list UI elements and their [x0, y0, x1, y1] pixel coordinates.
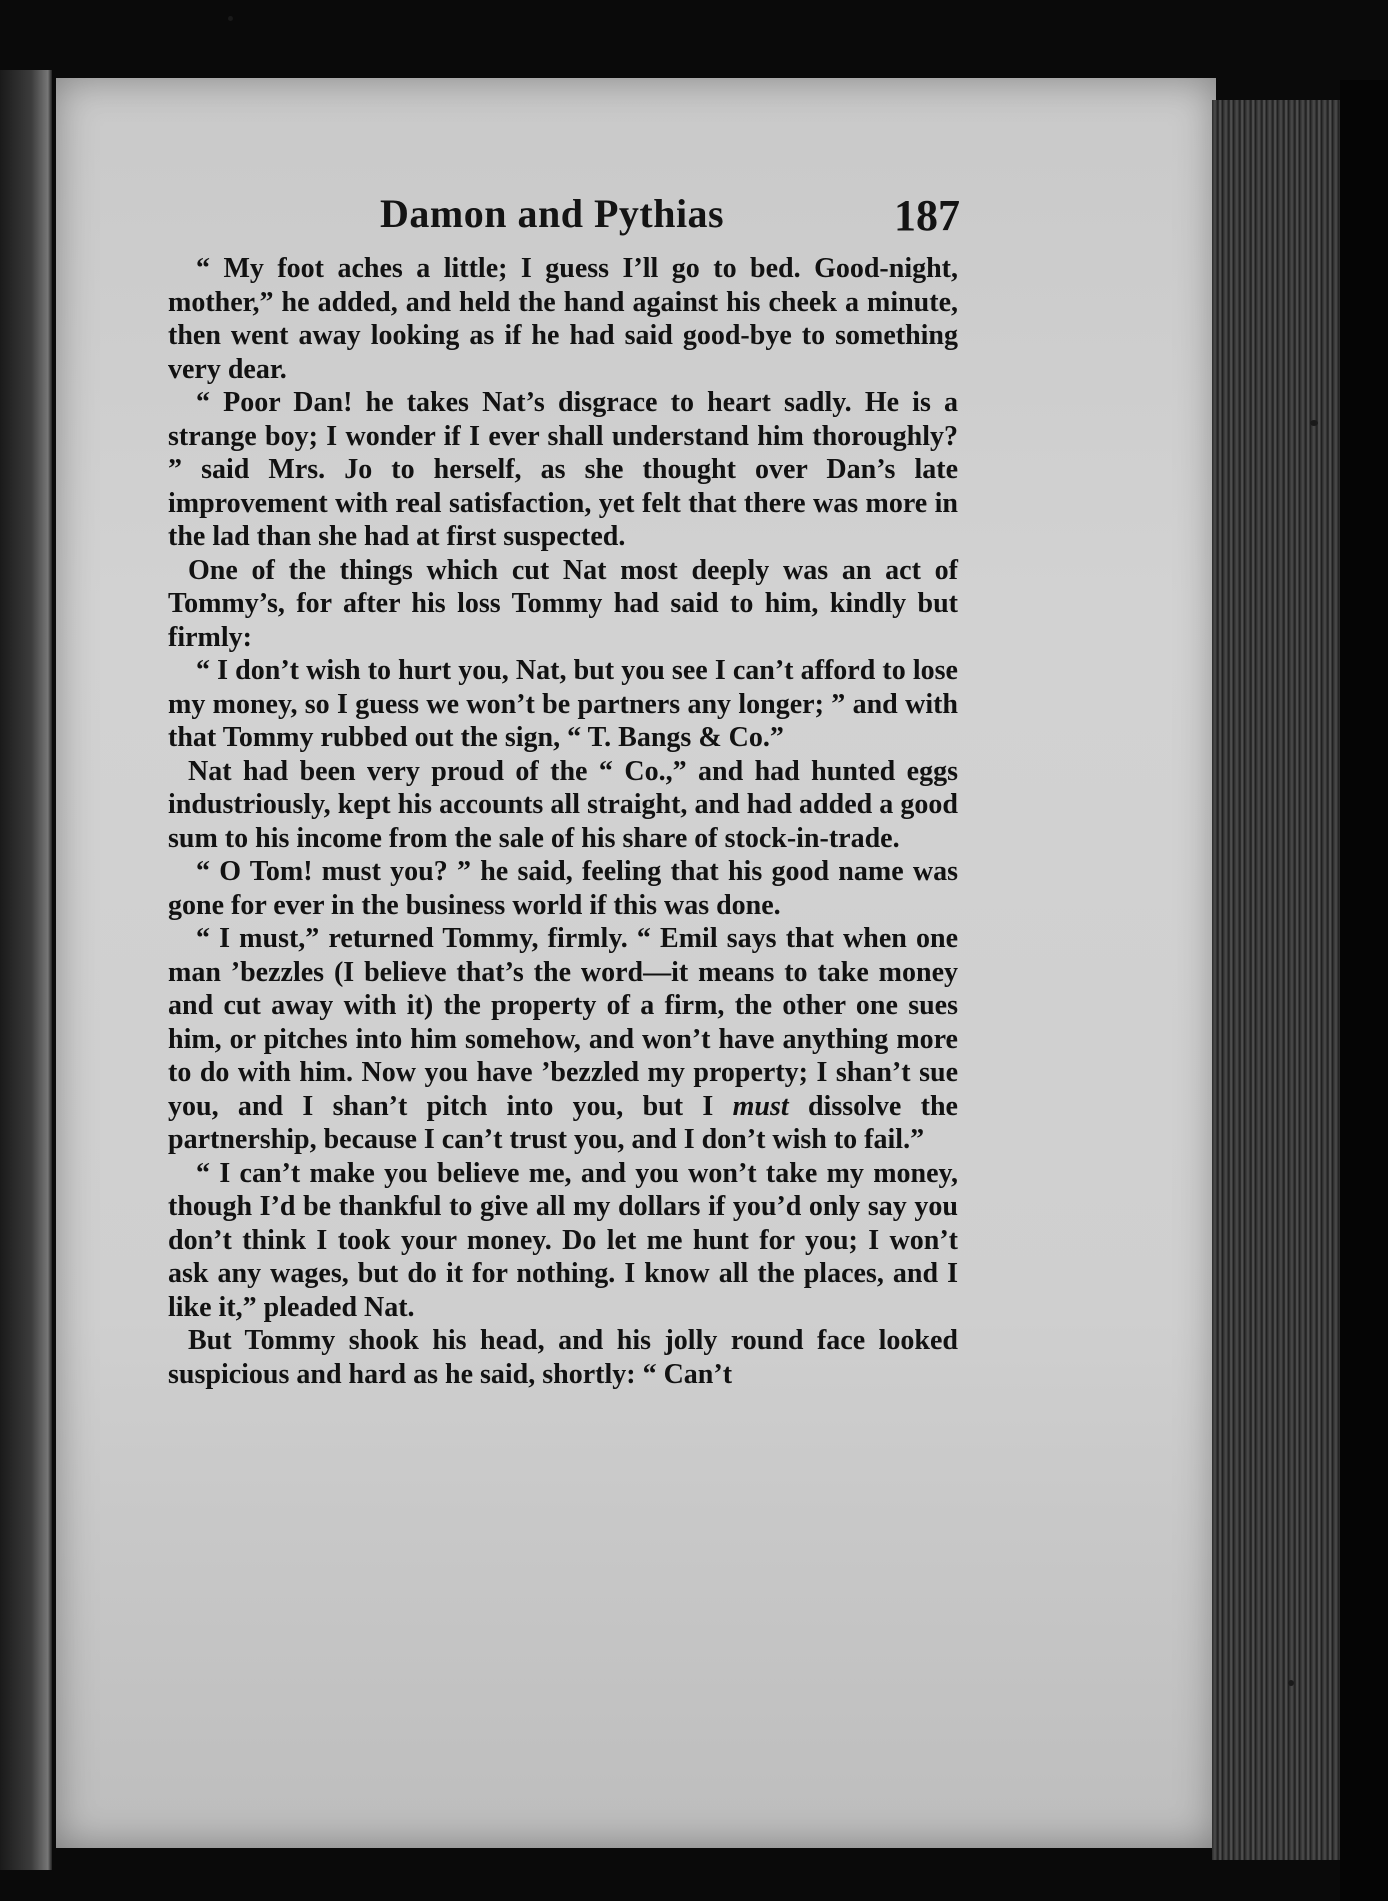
running-head: Damon and Pythias [380, 191, 725, 236]
stacked-page-edges [1212, 100, 1342, 1860]
paragraph: But Tommy shook his head, and his jolly round face looked suspicious and hard as he said, shortly: “ Can’t [168, 1325, 958, 1390]
paragraph: One of the things which cut Nat most deeply was an act of Tommy’s, for after his loss Tommy had said to him, kindly but firmly: [168, 554, 958, 653]
dust-speck [1310, 420, 1318, 426]
emphasized-word: must [732, 1090, 789, 1122]
paragraph [168, 922, 958, 1157]
paragraph: “ O Tom! must you? ” he said, feeling that his good name was gone for ever in the business world if this was done. [168, 856, 958, 921]
paragraph: “ Poor Dan! he takes Nat’s disgrace to heart sadly. He is a strange boy; I wonder if I ever shall understand him thoroughly? ” said Mrs. Jo to herself, as she thought over Dan’s late improvement with real satisfaction, yet felt that there was more in the lad than she had at first suspected. [168, 387, 958, 552]
paragraph: “ My foot aches a little; I guess I’ll go to bed. Good-night, mother,” he added, and held the hand against his cheek a minute, then went away looking as if he had said good-bye to something very dear. [168, 253, 958, 385]
page-header [380, 190, 960, 250]
page-number: 187 [894, 191, 960, 240]
paragraph: “ I don’t wish to hurt you, Nat, but you see I can’t afford to lose my money, so I guess we won’t be partners any longer; ” and with that Tommy rubbed out the sign, “ T. Bangs & Co.” [168, 655, 958, 753]
paragraph: Nat had been very proud of the “ Co.,” and had hunted eggs industriously, kept his accounts all straight, and had added a good sum to his income from the sale of his share of stock-in-trade. [168, 755, 958, 854]
book-shadow [1340, 80, 1388, 1901]
dust-speck [1288, 1680, 1294, 1686]
paragraph-text: “ I must,” returned Tommy, firmly. “ Emil says that when one man ’bezzles (I believe that’s the word—it means to take money and cut away with it) the property of a firm, the other one sues him, or pitches into him somehow, and won’t have anything more to do with him. Now you have ’bezzled my property; I shan’t sue you, and I shan’t pitch into you, but I [168, 923, 958, 1122]
body-text [168, 252, 958, 1391]
previous-page-edge [0, 70, 52, 1870]
paragraph-text: dissolve the partnership, because I can’t trust you, and I don’t wish to fail.” [168, 1090, 958, 1155]
paragraph: “ I can’t make you believe me, and you won’t take my money, though I’d be thankful to give all my dollars if you’d only say you don’t think I took your money. Do let me hunt for you; I won’t ask any wages, but do it for nothing. I know all the places, and I like it,” pleaded Nat. [168, 1157, 958, 1323]
dust-speck [228, 16, 233, 21]
